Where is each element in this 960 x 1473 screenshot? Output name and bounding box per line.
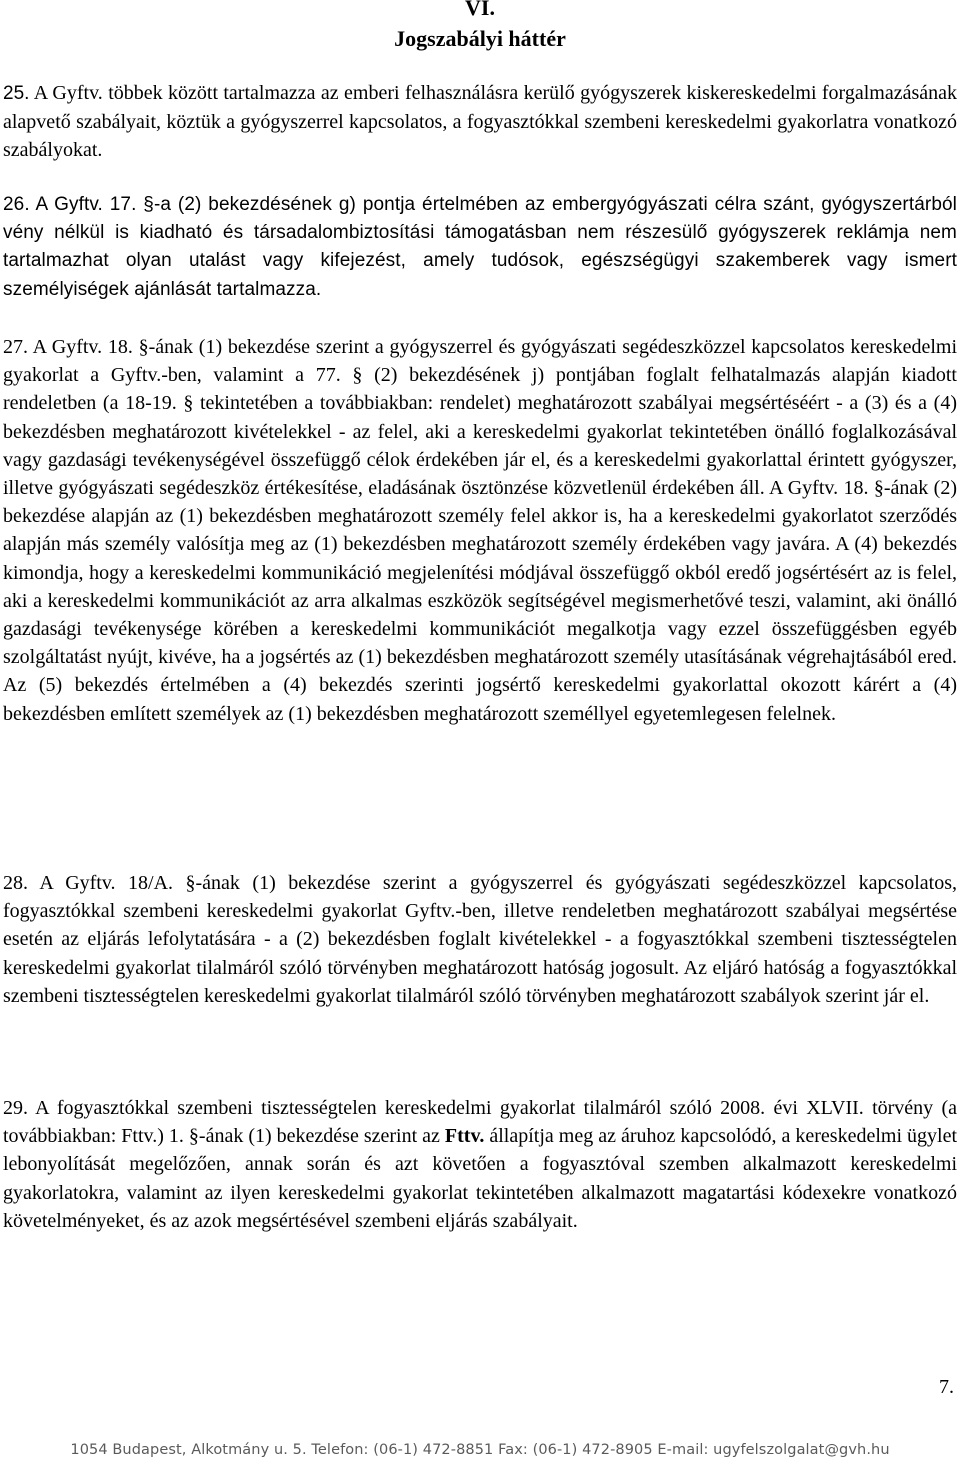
paragraph-25-number: 25. bbox=[3, 83, 30, 104]
paragraph-29 bbox=[3, 1094, 957, 1235]
paragraph-25 bbox=[3, 79, 957, 165]
paragraph-26: 26. A Gyftv. 17. §-a (2) bekezdésének g) pontja értelmében az embergyógyászati célra szánt, gyógyszertárból vény nélkül is kiadható és társadalombiztosítási támogatásban nem részesülő gyógyszerek reklámja nem tartalmazhat olyan utalást vagy kifejezést, amely tudósok, egészségügyi szakemberek vagy ismert személyiségek ajánlását tartalmazza. bbox=[3, 194, 957, 300]
paragraph-25-law-ref: A Gyftv. bbox=[33, 82, 103, 104]
paragraph-25-text: többek között tartalmazza az emberi felhasználásra kerülő gyógyszerek kiskereskedelmi forgalmazásának alapvető szabályait, köztük a gyógyszerrel kapcsolatos, a fogyasztókkal szembeni kereskedelmi gyakorlatra vonatkozó szabályokat. bbox=[3, 82, 957, 162]
paragraph-28: 28. A Gyftv. 18/A. §-ának (1) bekezdése szerint a gyógyszerrel és gyógyászati segédeszközzel kapcsolatos, fogyasztókkal szembeni kereskedelmi gyakorlat Gyftv.-ben, illetve rendeletben meghatározott szabályai megsértése esetén az eljárás lefolytatására - a (2) bekezdésben foglalt kivételekkel - a fogyasztókkal szembeni tisztességtelen kereskedelmi gyakorlat tilalmáról szóló törvényben meghatározott hatóság jogosult. Az eljáró hatóság a fogyasztókkal szembeni tisztességtelen kereskedelmi gyakorlat tilalmáról szóló törvényben meghatározott szabályok szerint jár el. bbox=[3, 872, 957, 1007]
chapter-title: Jogszabályi háttér bbox=[394, 26, 566, 51]
paragraph-27: 27. A Gyftv. 18. §-ának (1) bekezdése szerint a gyógyszerrel és gyógyászati segédeszközzel kapcsolatos kereskedelmi gyakorlat a Gyftv.-ben, valamint a 77. § (2) bekezdésének j) pontjában foglalt felhatalmazás alapján kiadott rendeletben (a 18-19. § tekintetében a továbbiakban: rendelet) meghatározott szabályai megsértéséért - a (3) és a (4) bekezdésben meghatározott kivételekkel - az felel, aki a kereskedelmi gyakorlat tekintetében önálló foglalkozásával vagy gazdasági tevékenységével összefüggő célok érdekében jár el, és a kereskedelmi gyakorlattal érintett gyógyszer, illetve gyógyászati segédeszköz értékesítése, eladásának ösztönzése közvetlenül érdekében áll. A Gyftv. 18. §-ának (2) bekezdése alapján az (1) bekezdésben meghatározott személy felel akkor is, ha a kereskedelmi gyakorlatot szerződés alapján más személy valósítja meg az (1) bekezdésben meghatározott személy érdekében vagy javára. A (4) bekezdés kimondja, hogy a kereskedelmi kommunikáció megjelenítési módjával összefüggő okból eredő jogsértésért az is felel, aki a kereskedelmi kommunikációt az arra alkalmas eszközök segítségével megismerhetővé teszi, valamint, aki önálló gazdasági tevékenysége körében a kereskedelmi kommunikációt megalkotja vagy ezzel összefüggésben egyéb szolgáltatást nyújt, kivéve, ha a jogsértés az (1) bekezdésben meghatározott személy utasításának végrehajtásából ered. Az (5) bekezdés értelmében a (4) bekezdés szerinti jogsértő kereskedelmi gyakorlattal okozott kárért a (4) bekezdésben említett személyek az (1) bekezdésben meghatározott személlyel egyetemlegesen felelnek. bbox=[3, 336, 957, 725]
paragraph-29-text-after: állapítja meg az áruhoz kapcsolódó, a kereskedelmi ügylet lebonyolítását megelőzően, annak során és azt követően a fogyasztóval szemben alkalmazott kereskedelmi gyakorlatokra, valamint az ilyen kereskedelmi gyakorlat tekintetében alkalmazott magatartási kódexekre vonatkozó követelményeket, és az azok megsértésével szembeni eljárás szabályait. bbox=[3, 1125, 958, 1232]
paragraph-29-bold-term: Fttv. bbox=[444, 1125, 485, 1148]
page-number: 7. bbox=[939, 1376, 954, 1398]
footer-contact: 1054 Budapest, Alkotmány u. 5. Telefon: (06-1) 472-8851 Fax: (06-1) 472-8905 E-mail: ugyfelszolgalat@gvh.hu bbox=[70, 1442, 890, 1458]
paragraph-29-text-before: 29. A fogyasztókkal szembeni tisztességtelen kereskedelmi gyakorlat tilalmáról szóló 2008. évi XLVII. törvény (a továbbiakban: Fttv.) 1. §-ának (1) bekezdése szerint az bbox=[3, 1097, 957, 1148]
chapter-number: VI. bbox=[465, 0, 495, 20]
